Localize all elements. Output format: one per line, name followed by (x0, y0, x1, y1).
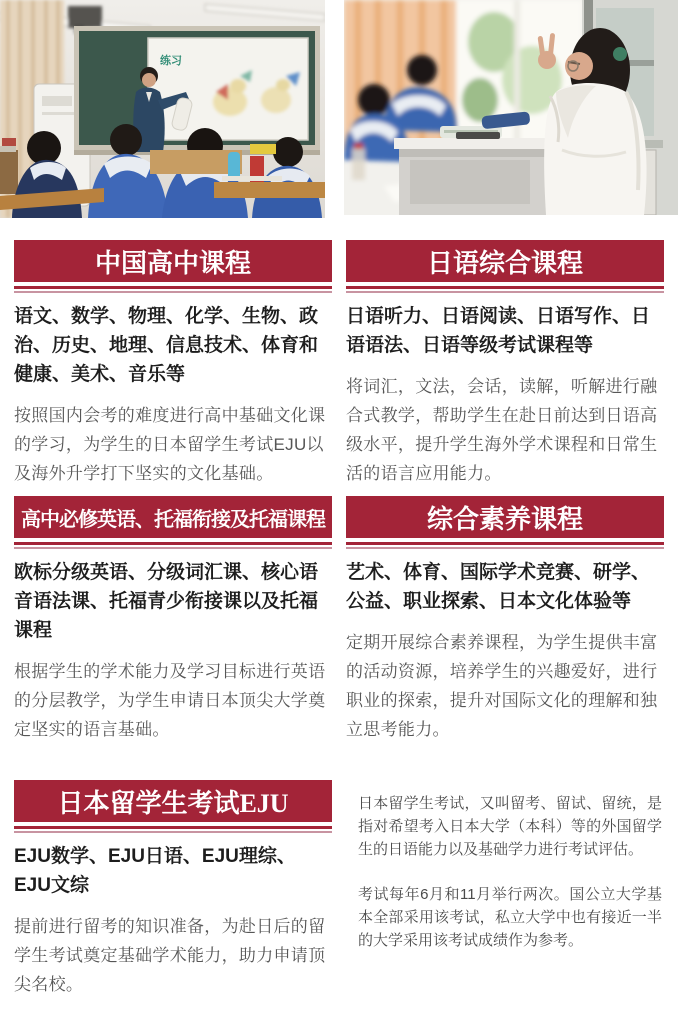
teacher-gesture-photo (344, 0, 678, 215)
section-title-text: 日本留学生考试EJU (57, 788, 289, 818)
section-title (14, 496, 332, 538)
banner-rule-dark (14, 826, 332, 829)
section-description: 将词汇，文法，会话，读解，听解进行融合式教学，帮助学生在赴日前达到日语高级水平，提升学生海外学术课程和日常生活的语言应用能力。 (346, 377, 658, 483)
section-title (346, 496, 664, 538)
classroom-lecture-photo (0, 0, 325, 218)
section-title-text: 综合素养课程 (426, 504, 583, 534)
banner-rule-dark (14, 542, 332, 545)
section-subjects: 欧标分级英语、分级词汇课、核心语音语法课、托福青少衔接课以及托福课程 (14, 562, 319, 641)
eju-info-paragraph-1: 日本留学生考试，又叫留考、留试、留统，是指对希望考入日本大学（本科）等的外国留学生的日语能力以及基础学力进行考试评估。 (358, 795, 662, 858)
banner-rule-dark (14, 286, 332, 289)
section-description: 提前进行留考的知识准备，为赴日后的留学生考试奠定基础学术能力，助力申请顶尖名校。 (14, 917, 326, 994)
banner-rule-light (14, 547, 332, 549)
eju-info-paragraph-2: 考试每年6月和11月举行两次。国公立大学基本全部采用该考试，私立大学中也有接近一半的大学采用该考试成绩作为参考。 (358, 886, 662, 949)
section-title-text: 中国高中课程 (94, 248, 251, 278)
section-banner (14, 240, 332, 293)
eju-info-text (346, 780, 664, 999)
section-subjects: 艺术、体育、国际学术竞赛、研学、公益、职业探索、日本文化体验等 (346, 562, 651, 612)
banner-rule-light (14, 291, 332, 293)
banner-rule-light (14, 831, 332, 833)
section-title-text: 日语综合课程 (426, 248, 583, 278)
section-japanese-course (346, 240, 664, 488)
section-title (346, 240, 664, 282)
banner-rule-dark (346, 542, 664, 545)
section-subjects: 语文、数学、物理、化学、生物、政治、历史、地理、信息技术、体育和健康、美术、音乐等 (14, 306, 319, 385)
course-sections (0, 240, 678, 999)
banner-rule-dark (346, 286, 664, 289)
section-english-toefl (14, 496, 332, 744)
section-description: 根据学生的学术能力及学习目标进行英语的分层教学，为学生申请日本顶尖大学奠定坚实的语言基础。 (14, 662, 326, 739)
section-banner (346, 240, 664, 293)
section-eju (14, 780, 332, 999)
section-subjects: 日语听力、日语阅读、日语写作、日语语法、日语等级考试课程等 (346, 306, 651, 356)
section-comprehensive-quality (346, 496, 664, 744)
section-title (14, 240, 332, 282)
banner-rule-light (346, 291, 664, 293)
section-banner (14, 780, 332, 833)
screen-text: 练习 (160, 55, 182, 67)
section-banner (14, 496, 332, 549)
banner-rule-light (346, 547, 664, 549)
section-banner (346, 496, 664, 549)
photo-row (0, 0, 678, 218)
section-description: 定期开展综合素养课程，为学生提供丰富的活动资源，培养学生的兴趣爱好，进行职业的探索，提升对国际文化的理解和独立思考能力。 (346, 633, 658, 739)
section-title (14, 780, 332, 822)
section-title-text: 高中必修英语、托福衔接及托福课程 (21, 508, 325, 531)
section-cn-high-school (14, 240, 332, 488)
section-description: 按照国内会考的难度进行高中基础文化课的学习，为学生的日本留学生考试EJU以及海外升学打下坚实的文化基础。 (14, 406, 326, 483)
section-subjects: EJU数学、EJU日语、EJU理综、EJU文综 (14, 846, 296, 896)
